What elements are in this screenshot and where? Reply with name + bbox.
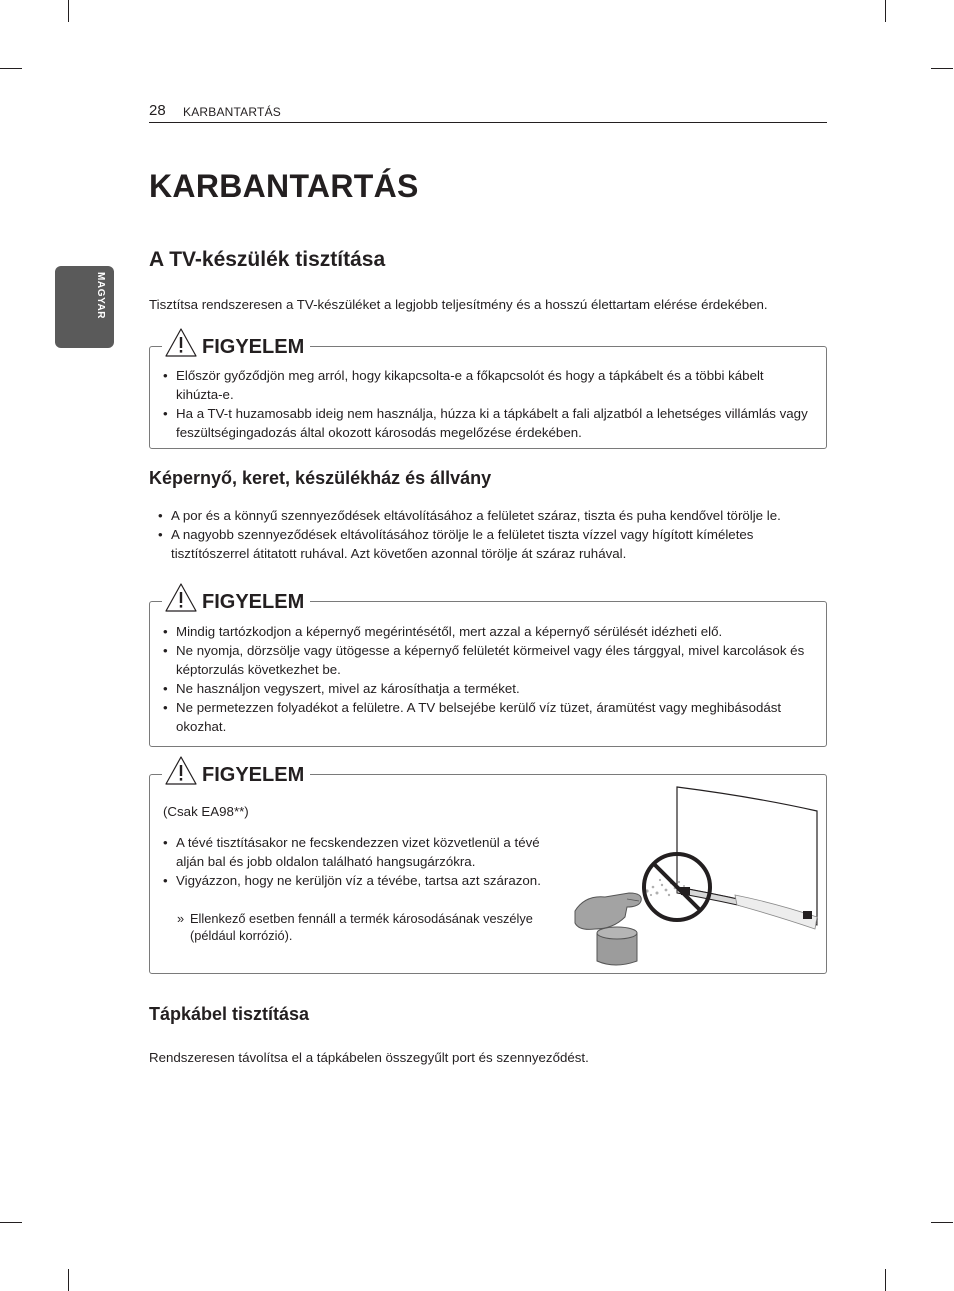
warning-triangle-icon: [164, 755, 198, 787]
list-item: • Ne nyomja, dörzsölje vagy ütögesse a képernyő felületét körmeivel vagy éles tárggyal, mivel karcolások és képtorzulás következhet be.: [163, 641, 813, 679]
model-note: (Csak EA98**): [163, 804, 249, 819]
caution-label: FIGYELEM: [202, 591, 305, 613]
crop-mark: [0, 1222, 22, 1223]
list-item: • A tévé tisztításakor ne fecskendezzen vizet közvetlenül a tévé alján bal és jobb oldalon található hangsugárzókra.: [163, 833, 543, 871]
list-item: • Ne permetezzen folyadékot a felületre. A TV belsejébe kerülő víz tüzet, áramütést vagy meghibásodást okozhat.: [163, 698, 813, 736]
caution-box: [149, 764, 827, 974]
crop-mark: [0, 68, 22, 69]
subsection-heading: Tápkábel tisztítása: [149, 1004, 310, 1024]
list-item: • Mindig tartózkodjon a képernyő megérintésétől, mert azzal a képernyő sérülését idézheti elő.: [163, 622, 813, 641]
list-item: • Vigyázzon, hogy ne kerüljön víz a tévébe, tartsa azt szárazon.: [163, 871, 543, 890]
list-item: • A nagyobb szennyeződések eltávolításához törölje le a felületet tiszta vízzel vagy hígított kíméletes tisztítószerrel átitatott ruhával. Azt követően azonnal törölje át száraz ruhával.: [158, 525, 834, 563]
list-item: • A por és a könnyű szennyeződések eltávolításához a felületet száraz, tiszta és puha kendővel törölje le.: [158, 506, 834, 525]
list-item: • Ha a TV-t huzamosabb ideig nem használja, húzza ki a tápkábelt a fali aljzatból a lehetséges villámlás vagy feszültségingadozás által okozott károsodás megelőzése érdekében.: [163, 404, 813, 442]
crop-mark: [68, 0, 69, 22]
page-header: [149, 100, 827, 123]
spray-warning-illustration: [565, 783, 823, 968]
section-heading: A TV-készülék tisztítása: [149, 248, 386, 271]
warning-triangle-icon: [164, 327, 198, 359]
language-tab-label: MAGYAR: [95, 272, 106, 320]
page-number: 28: [149, 102, 166, 119]
no-spray-icon: [680, 887, 681, 888]
header-section: KARBANTARTÁS: [183, 105, 281, 119]
crop-mark: [885, 1269, 886, 1291]
caution-header: [162, 751, 310, 787]
caution-box: [149, 591, 827, 747]
caution-header: [162, 323, 310, 359]
caution-list: [163, 622, 813, 736]
crop-mark: [931, 1222, 953, 1223]
caution-list: [163, 366, 813, 442]
caution-sublist: [163, 910, 547, 944]
list-item: • Először győződjön meg arról, hogy kikapcsolta-e a főkapcsolót és hogy a tápkábelt és a többi kábelt kihúzta-e.: [163, 366, 813, 404]
language-tab: [55, 266, 114, 348]
caution-list: [163, 833, 543, 890]
warning-triangle-icon: [164, 582, 198, 614]
subsection-heading: Képernyő, keret, készülékház és állvány: [149, 468, 492, 488]
intro-paragraph: Tisztítsa rendszeresen a TV-készüléket a legjobb teljesítmény és a hosszú élettartam elérése érdekében.: [149, 297, 768, 312]
page-title: KARBANTARTÁS: [149, 168, 419, 204]
cleaning-list: [158, 506, 834, 563]
power-cable-paragraph: Rendszeresen távolítsa el a tápkábelen összegyűlt port és szennyeződést.: [149, 1050, 589, 1065]
crop-mark: [885, 0, 886, 22]
list-item: • Ne használjon vegyszert, mivel az károsíthatja a terméket.: [163, 679, 813, 698]
crop-mark: [68, 1269, 69, 1291]
caution-box: [149, 336, 827, 449]
sub-list-item: » Ellenkező esetben fennáll a termék károsodásának veszélye (például korrózió).: [177, 910, 547, 944]
caution-header: [162, 578, 310, 614]
caution-label: FIGYELEM: [202, 336, 305, 358]
crop-mark: [931, 68, 953, 69]
caution-label: FIGYELEM: [202, 764, 305, 786]
